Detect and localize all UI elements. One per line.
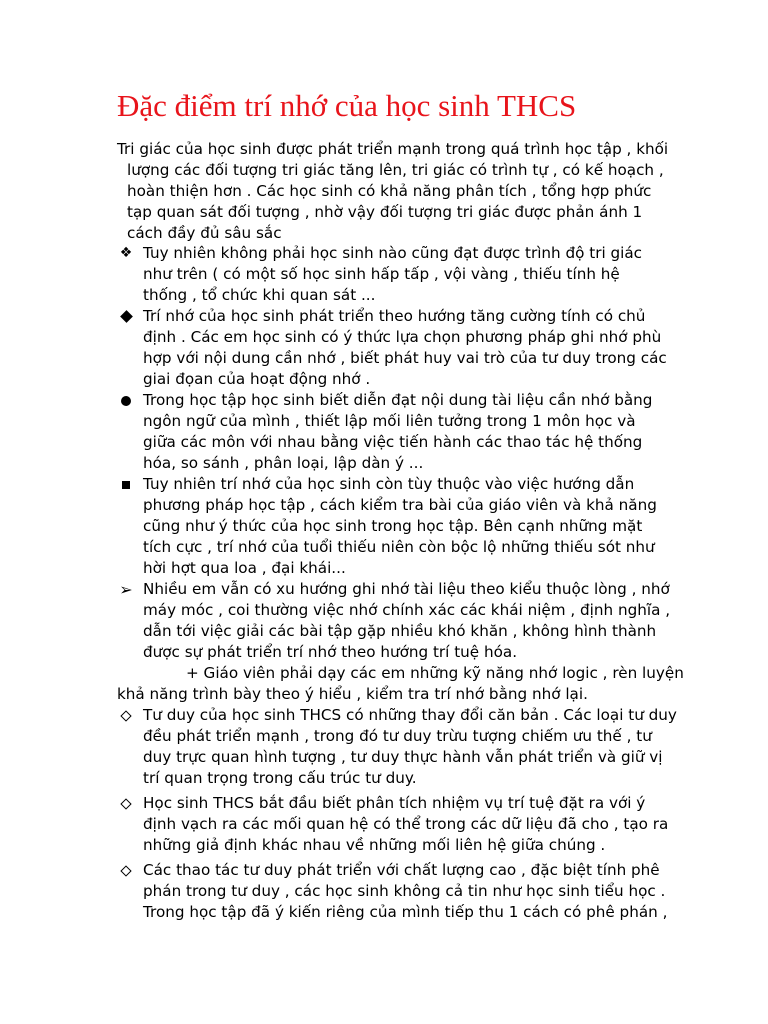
list-item-line: định vạch ra các mối quan hệ có thể trong các dữ liệu đã cho , tạo ra: [143, 815, 669, 833]
list-item-line: đều phát triển mạnh , trong đó tư duy trừu tượng chiếm ưu thế , tư: [143, 727, 652, 745]
intro-line: hoàn thiện hơn . Các học sinh có khả năng phân tích , tổng hợp phức: [127, 182, 652, 200]
list-item-line: Tư duy của học sinh THCS có những thay đổi căn bản . Các loại tư duy: [143, 706, 677, 724]
list-item-line: như trên ( có một số học sinh hấp tấp , vội vàng , thiếu tính hệ: [143, 265, 620, 283]
intro-line: lượng các đối tượng tri giác tăng lên, tri giác có trình tự , có kế hoạch ,: [127, 161, 664, 179]
list-item: [117, 705, 677, 789]
list-item-line: duy trực quan hình tượng , tư duy thực hành vẫn phát triển và giữ vị: [143, 748, 663, 766]
bullet-list: [117, 243, 684, 923]
filled-square-icon: [117, 474, 135, 495]
list-item-line: Nhiều em vẫn có xu hướng ghi nhớ tài liệu theo kiểu thuộc lòng , nhớ: [143, 580, 670, 598]
list-item-line: phương pháp học tập , cách kiểm tra bài của giáo viên và khả năng: [143, 496, 657, 514]
list-item-line: hóa, so sánh , phân loại, lập dàn ý ...: [143, 454, 424, 472]
list-item-line: dẫn tới việc giải các bài tập gặp nhiều khó khăn , không hình thành: [143, 622, 657, 640]
list-item: [117, 474, 662, 579]
document-title: Đặc điểm trí nhớ của học sinh THCS: [117, 88, 577, 123]
list-item-line: Trong học tập đã ý kiến riêng của mình tiếp thu 1 cách có phê phán ,: [143, 903, 668, 921]
list-item-line: Trong học tập học sinh biết diễn đạt nội dung tài liệu cần nhớ bằng: [143, 391, 653, 409]
list-item: [117, 390, 662, 474]
plus-note-line: + Giáo viên phải dạy các em những kỹ năng nhớ logic , rèn luyện: [186, 664, 684, 682]
list-item-line: Trí nhớ của học sinh phát triển theo hướng tăng cường tính có chủ: [143, 307, 646, 325]
hollow-diamond-icon: [117, 793, 135, 814]
list-item-line: trí quan trọng trong cấu trúc tư duy.: [143, 769, 417, 787]
list-item-line: Tuy nhiên không phải học sinh nào cũng đạt được trình độ tri giác: [143, 244, 643, 262]
list-item: [117, 579, 684, 705]
hollow-diamond-icon: [117, 860, 135, 881]
list-item-line: những giả định khác nhau về những mối liên hệ giữa chúng .: [143, 836, 606, 854]
hollow-diamond-icon: [117, 705, 135, 726]
list-item-line: máy móc , coi thường việc nhớ chính xác các khái niệm , định nghĩa ,: [143, 601, 671, 619]
plus-note-line: khả năng trình bày theo ý hiểu , kiểm tra trí nhớ bằng nhớ lại.: [117, 685, 588, 703]
list-item-line: hời hợt qua loa , đại khái...: [143, 559, 346, 577]
filled-diamond-icon: [117, 306, 135, 327]
list-item-line: ngôn ngữ của mình , thiết lập mối liên tưởng trong 1 môn học và: [143, 412, 636, 430]
list-item-line: Các thao tác tư duy phát triển với chất lượng cao , đặc biệt tính phê: [143, 861, 660, 879]
list-item-line: Học sinh THCS bắt đầu biết phân tích nhiệm vụ trí tuệ đặt ra với ý: [143, 794, 646, 812]
list-item-line: được sự phát triển trí nhớ theo hướng trí tuệ hóa.: [143, 643, 518, 661]
list-item-line: định . Các em học sinh có ý thức lựa chọn phương pháp ghi nhớ phù: [143, 328, 662, 346]
arrowhead-icon: ➢: [119, 580, 133, 599]
list-item-line: tích cực , trí nhớ của tuổi thiếu niên còn bộc lộ những thiếu sót như: [143, 538, 655, 556]
list-item-line: thống , tổ chức khi quan sát ...: [143, 286, 376, 304]
list-item: [117, 860, 668, 923]
four-diamond-icon: ❖: [119, 245, 133, 261]
list-item-line: giai đọan của hoạt động nhớ .: [143, 370, 371, 388]
list-item: [117, 243, 662, 306]
list-item: [117, 793, 669, 856]
list-item-line: giữa các môn với nhau bằng việc tiến hành các thao tác hệ thống: [143, 433, 643, 451]
list-item: [117, 306, 667, 390]
list-item-line: cũng như ý thức của học sinh trong học tập. Bên cạnh những mặt: [143, 517, 643, 535]
intro-paragraph: [117, 139, 669, 244]
filled-circle-icon: [117, 390, 135, 411]
intro-line: Tri giác của học sinh được phát triển mạnh trong quá trình học tập , khối: [117, 140, 669, 158]
plus-note-paragraph: [117, 663, 684, 705]
intro-line: tạp quan sát đối tượng , nhờ vậy đối tượng tri giác được phản ánh 1: [127, 203, 643, 221]
list-item-line: hợp với nội dung cần nhớ , biết phát huy vai trò của tư duy trong các: [143, 349, 667, 367]
intro-line: cách đầy đủ sâu sắc: [127, 224, 282, 242]
list-item-line: phán trong tư duy , các học sinh không cả tin như học sinh tiểu học .: [143, 882, 666, 900]
list-item-line: Tuy nhiên trí nhớ của học sinh còn tùy thuộc vào việc hướng dẫn: [143, 475, 635, 493]
